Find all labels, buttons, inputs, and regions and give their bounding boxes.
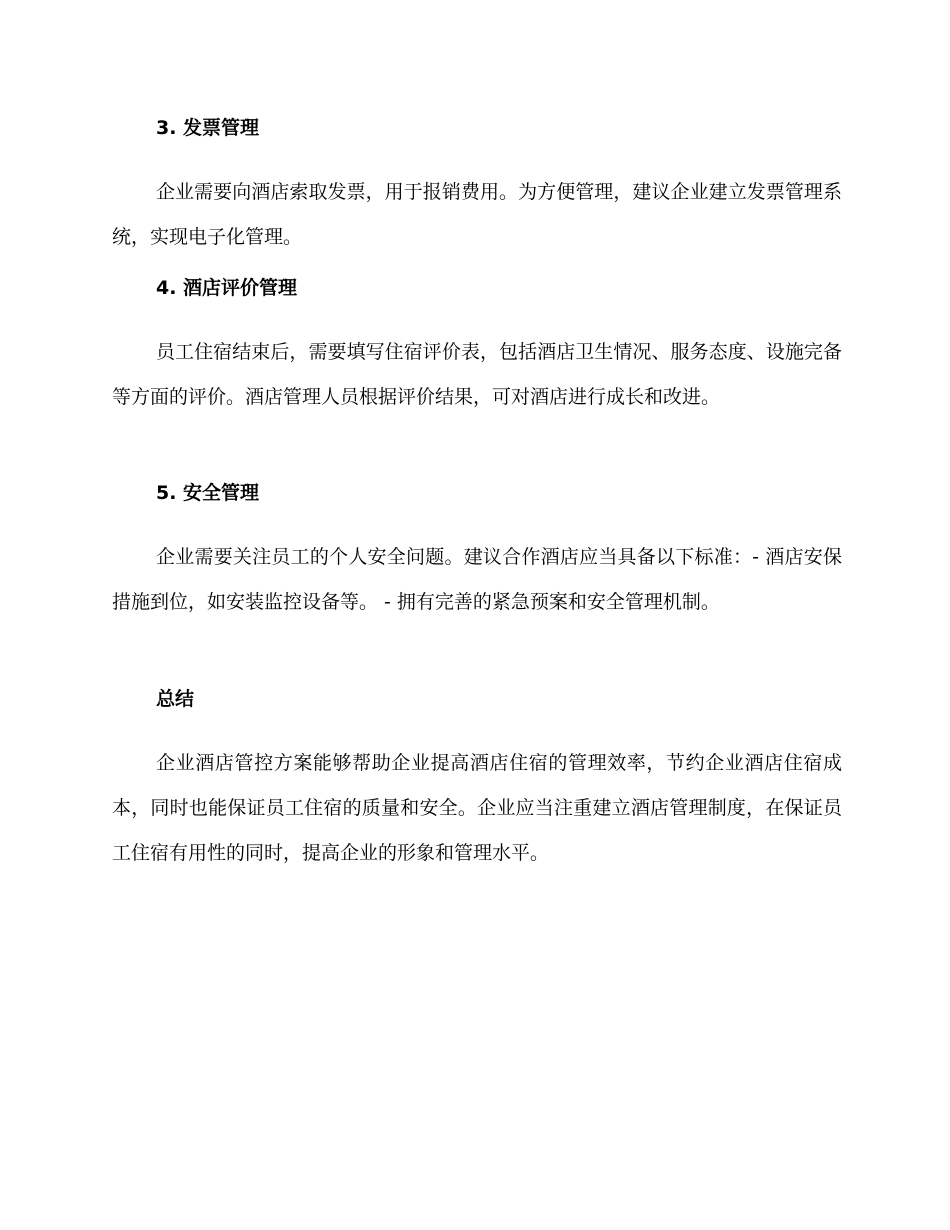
- section-paragraph: 企业酒店管控方案能够帮助企业提高酒店住宿的管理效率，节约企业酒店住宿成本，同时也能保证员工住宿的质量和安全。企业应当注重建立酒店管理制度，在保证员工住宿有用性的同时，提高企业的形象和管理水平。: [112, 752, 842, 864]
- section-heading: 总结: [156, 688, 195, 710]
- section-heading: 3. 发票管理: [156, 117, 260, 139]
- section-invoice-management: [112, 115, 842, 260]
- section-paragraph: 员工住宿结束后，需要填写住宿评价表，包括酒店卫生情况、服务态度、设施完备等方面的评价。酒店管理人员根据评价结果，可对酒店进行成长和改进。: [112, 341, 842, 408]
- section-safety-management: [112, 480, 842, 625]
- section-hotel-evaluation: [112, 275, 842, 420]
- section-paragraph: 企业需要向酒店索取发票，用于报销费用。为方便管理，建议企业建立发票管理系统，实现电子化管理。: [112, 181, 842, 248]
- section-summary: [112, 686, 842, 876]
- section-heading: 4. 酒店评价管理: [156, 277, 298, 299]
- section-heading: 5. 安全管理: [156, 482, 260, 504]
- section-paragraph: 企业需要关注员工的个人安全问题。建议合作酒店应当具备以下标准：- 酒店安保措施到位，如安装监控设备等。 - 拥有完善的紧急预案和安全管理机制。: [112, 546, 842, 613]
